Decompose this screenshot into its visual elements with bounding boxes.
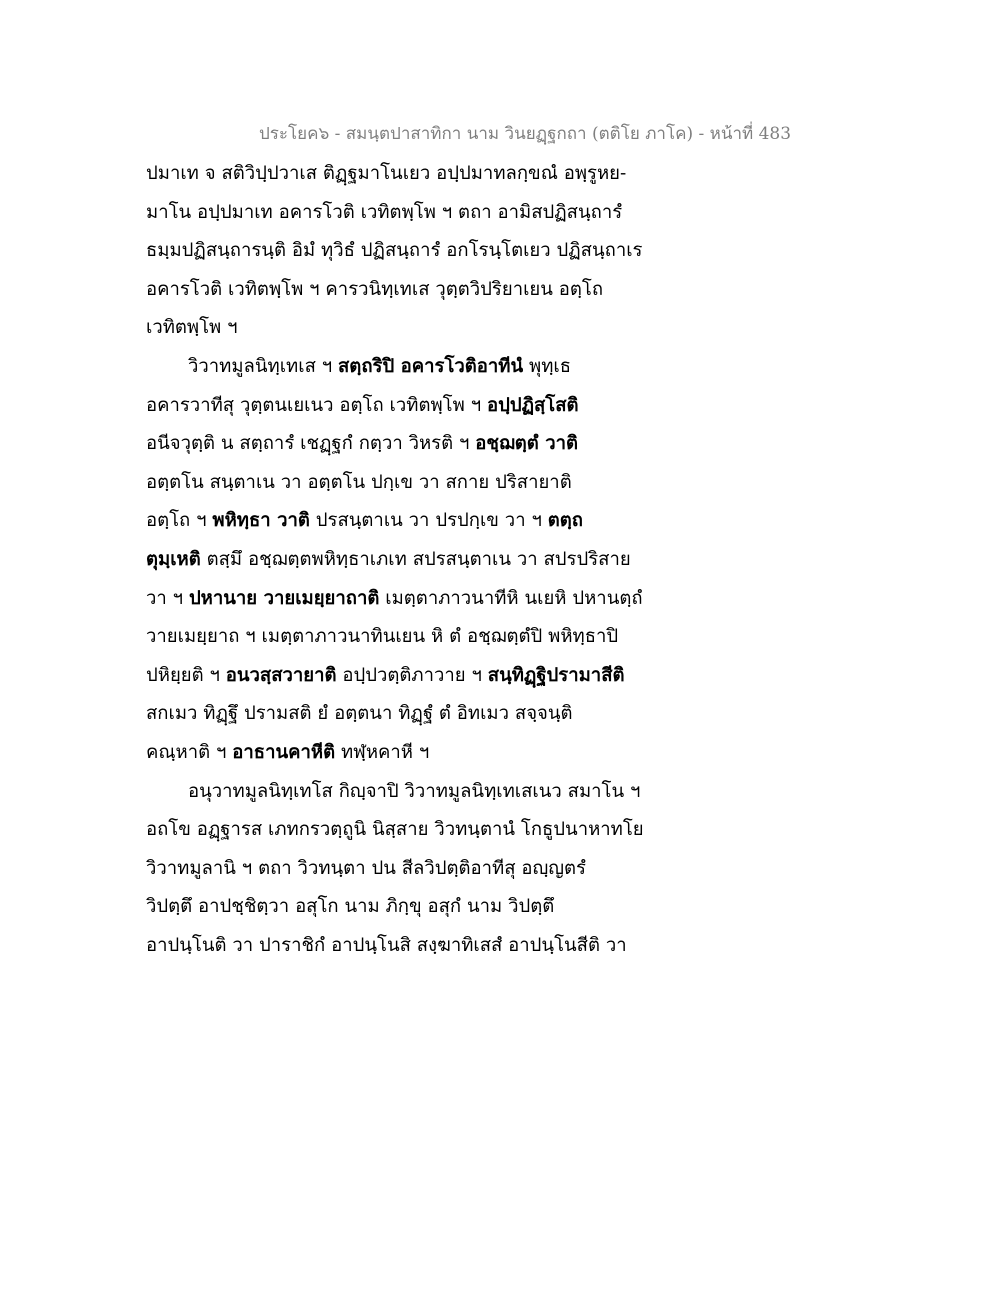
text-line (146, 232, 686, 271)
text-segment: ปรสนฺตาเน วา ปรปกฺเข วา ฯ (309, 510, 548, 532)
text-line (146, 927, 686, 966)
page-header: ประโยค๖ - สมนฺตปาสาทิกา นาม วินยฏฺฐกถา (ตติโย ภาโค) - หน้าที่ 483 (258, 124, 792, 144)
text-line (146, 271, 686, 310)
text-line (146, 657, 686, 696)
text-segment: อนุวาทมูลนิทฺเทโส กิญฺจาปิ วิวาทมูลนิทฺเทเสเนว สมาโน ฯ (188, 780, 641, 802)
body-text (146, 155, 686, 965)
text-segment: อคารโวติ เวทิตพฺโพ ฯ คารวนิทฺเทเส วุตฺตวิปริยาเยน อตฺโถ (146, 278, 604, 300)
text-segment: มาโน อปฺปมาเท อคารโวติ เวทิตพฺโพ ฯ ตถา อามิสปฏิสนฺถารํ (146, 201, 623, 223)
text-segment: อาปนฺโนติ วา ปาราชิกํ อาปนฺโนสิ สงฺฆาทิเสสํ อาปนฺโนสีติ วา (146, 934, 627, 956)
text-segment: สกเมว ทิฏฺฐึ ปรามสติ ยํ อตฺตนา ทิฏฺฐํ ตํ อิทเมว สจฺจนฺติ (146, 703, 573, 725)
bold-term: สตฺถริปิ อคารโวติอาทีนํ (338, 355, 524, 377)
bold-term: พหิทฺธา วาติ (212, 510, 310, 532)
text-line (146, 541, 686, 580)
text-segment: อตฺตโน สนฺตาเน วา อตฺตโน ปกฺเข วา สกาย ปริสายาติ (146, 471, 572, 493)
text-segment: ปมาเท จ สติวิปฺปวาเส ติฏฺฐมาโนเยว อปฺปมาทลกฺขณํ อพฺรูหย- (146, 163, 627, 184)
text-segment: อนีจวุตฺติ น สตฺถารํ เชฏฺฐกํ กตฺวา วิหรติ ฯ (146, 433, 476, 455)
text-segment: วา ฯ (146, 587, 189, 609)
text-segment: วิวาทมูลานิ ฯ ตถา วิวทนฺตา ปน สีลวิปตฺติอาทีสุ อญฺญตรํ (146, 857, 586, 879)
text-line (146, 888, 686, 927)
text-line (146, 580, 686, 619)
text-segment: คณฺหาติ ฯ (146, 741, 233, 763)
text-segment: วิวาทมูลนิทฺเทเส ฯ (188, 355, 339, 377)
bold-term: อนวสฺสวายาติ (225, 664, 337, 686)
text-line (146, 811, 686, 850)
text-segment: วิปตฺตึ อาปชฺชิตฺวา อสุโก นาม ภิกฺขุ อสุกํ นาม วิปตฺตึ (146, 896, 555, 918)
text-segment: ปหิยฺยติ ฯ (146, 664, 226, 686)
text-line (146, 155, 686, 194)
text-line (146, 348, 686, 387)
text-segment: อปฺปวตฺติภาวาย ฯ (336, 664, 488, 686)
bold-term: อปฺปฏิสฺโสติ (486, 394, 579, 416)
bold-term: อาธานคาหีติ (232, 741, 336, 763)
text-segment: พุทฺเธ (523, 355, 572, 377)
text-line (146, 502, 686, 541)
text-segment: อถโข อฏฺฐารส เภทกรวตฺถูนิ นิสฺสาย วิวทนฺตานํ โกธูปนาหาทโย (146, 819, 644, 841)
text-line (146, 773, 686, 812)
text-segment: เมตฺตาภาวนาทีหิ นเยหิ ปหานตฺถํ (379, 587, 643, 609)
text-segment: ธมฺมปฏิสนฺถารนฺติ อิมํ ทุวิธํ ปฏิสนฺถารํ อกโรนฺโตเยว ปฏิสนฺถาเร (146, 240, 643, 262)
bold-term: ปหานาย วายเมยฺยาถาติ (188, 587, 380, 609)
text-segment: วายเมยฺยาถ ฯ เมตฺตาภาวนาทินเยน หิ ตํ อชฺฌตฺตํปิ พหิทฺธาปิ (146, 626, 619, 648)
text-line (146, 734, 686, 773)
text-line (146, 695, 686, 734)
bold-term: ตตฺถ (547, 510, 583, 532)
text-line (146, 194, 686, 233)
text-line (146, 309, 686, 348)
text-line (146, 387, 686, 426)
text-line (146, 464, 686, 503)
text-line (146, 618, 686, 657)
text-segment: เวทิตพฺโพ ฯ (146, 317, 238, 339)
text-segment: อตฺโถ ฯ (146, 510, 213, 532)
text-segment: ตสฺมึ อชฺฌตฺตพหิทฺธาเภเท สปรสนฺตาเน วา สปรปริสาย (200, 548, 631, 570)
bold-term: สนฺทิฏฺฐิปรามาสีติ (487, 664, 625, 686)
bold-term: อชฺฌตฺตํ วาติ (475, 433, 579, 455)
text-segment: อคารวาทีสุ วุตฺตนเยเนว อตฺโถ เวทิตพฺโพ ฯ (146, 394, 487, 416)
text-segment: ทฬฺหคาหี ฯ (335, 741, 430, 763)
text-line (146, 425, 686, 464)
bold-term: ตุมฺเหติ (146, 548, 201, 570)
text-line (146, 850, 686, 889)
